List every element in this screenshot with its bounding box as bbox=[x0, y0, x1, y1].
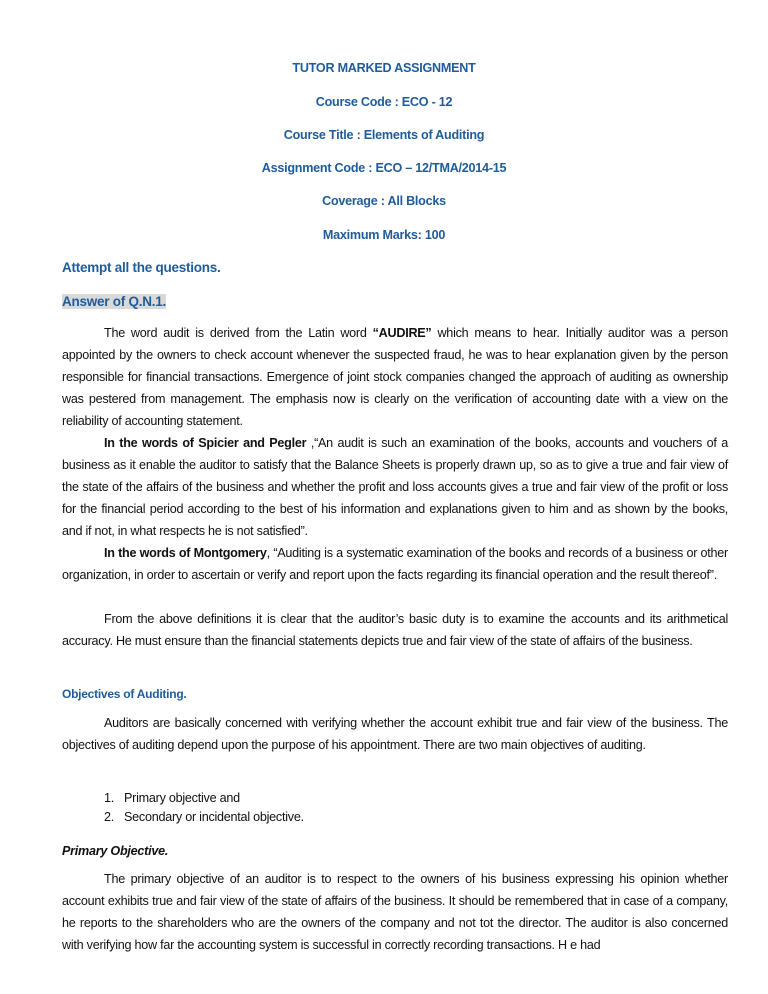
primary-objective-heading: Primary Objective. bbox=[62, 844, 169, 858]
paragraph-spicier-pegler: In the words of Spicier and Pegler ,“An audit is such an examination of the books, accounts and vouchers of a business as it enable the auditor to satisfy that the Balance Sheets is properly drawn up, so as to give a true and fair view of the state of the affairs of the business and whether the profit and loss accounts gives a true and fair view of the profit or loss for the financial period according to the best of his information and explanations given to him and as shown by the books, and if not, in what respects he is not satisfied”. bbox=[62, 436, 728, 538]
answer-heading-text: Answer of Q.N.1. bbox=[62, 294, 167, 309]
paragraph-primary-objective: The primary objective of an auditor is to respect to the owners of his business expressing his opinion whether account exhibits true and fair view of the state of affairs of the business. It should be remembered that in case of a company, he reports to the shareholders who are the owners of the company and not tot the director. The auditor is also concerned with verifying how far the accounting system is successful in correctly recording transactions. H e had bbox=[62, 872, 728, 952]
list-item: 2. Secondary or incidental objective. bbox=[104, 810, 304, 824]
list-item: 1. Primary objective and bbox=[104, 791, 240, 805]
course-code: Course Code : ECO - 12 bbox=[315, 95, 453, 109]
spicier-pegler-label: In the words of Spicier and Pegler bbox=[104, 436, 307, 450]
paragraph-audit-definition: The word audit is derived from the Latin word “AUDIRE” which means to hear. Initially auditor was a person appointed by the owners to check account whenever the suspected fraud, he was to hear explanation given by the person responsible for financial transactions. Emergence of joint stock companies changed the approach of auditing as ownership was pestered from management. The emphasis now is clearly on the verification of accounting date with a view on the reliability of accounting statement. bbox=[62, 326, 728, 428]
course-title: Course Title : Elements of Auditing bbox=[283, 128, 485, 142]
answer-heading bbox=[62, 293, 728, 311]
paragraph-montgomery: In the words of Montgomery, “Auditing is a systematic examination of the books and records of a business or other organization, in order to ascertain or verify and report upon the facts regarding its financial operation and the result thereof”. bbox=[62, 546, 728, 582]
instruction-heading: Attempt all the questions. bbox=[62, 260, 221, 275]
montgomery-label: In the words of Montgomery bbox=[104, 546, 267, 560]
objectives-list bbox=[104, 789, 724, 827]
coverage: Coverage : All Blocks bbox=[322, 194, 446, 208]
paragraph-objectives: Auditors are basically concerned with verifying whether the account exhibit true and fair view of the business. The objectives of auditing depend upon the purpose of his appointment. There are two main objectives of auditing. bbox=[62, 716, 728, 752]
maximum-marks: Maximum Marks: 100 bbox=[322, 228, 446, 242]
objectives-heading: Objectives of Auditing. bbox=[62, 687, 187, 701]
audire-term: “AUDIRE” bbox=[372, 326, 432, 340]
assignment-code: Assignment Code : ECO – 12/TMA/2014-15 bbox=[261, 161, 507, 175]
assignment-title: TUTOR MARKED ASSIGNMENT bbox=[292, 61, 476, 75]
paragraph-definitions-summary: From the above definitions it is clear that the auditor’s basic duty is to examine the accounts and its arithmetical accuracy. He must ensure than the financial statements depicts true and fair view of the state of affairs of the business. bbox=[62, 612, 728, 648]
